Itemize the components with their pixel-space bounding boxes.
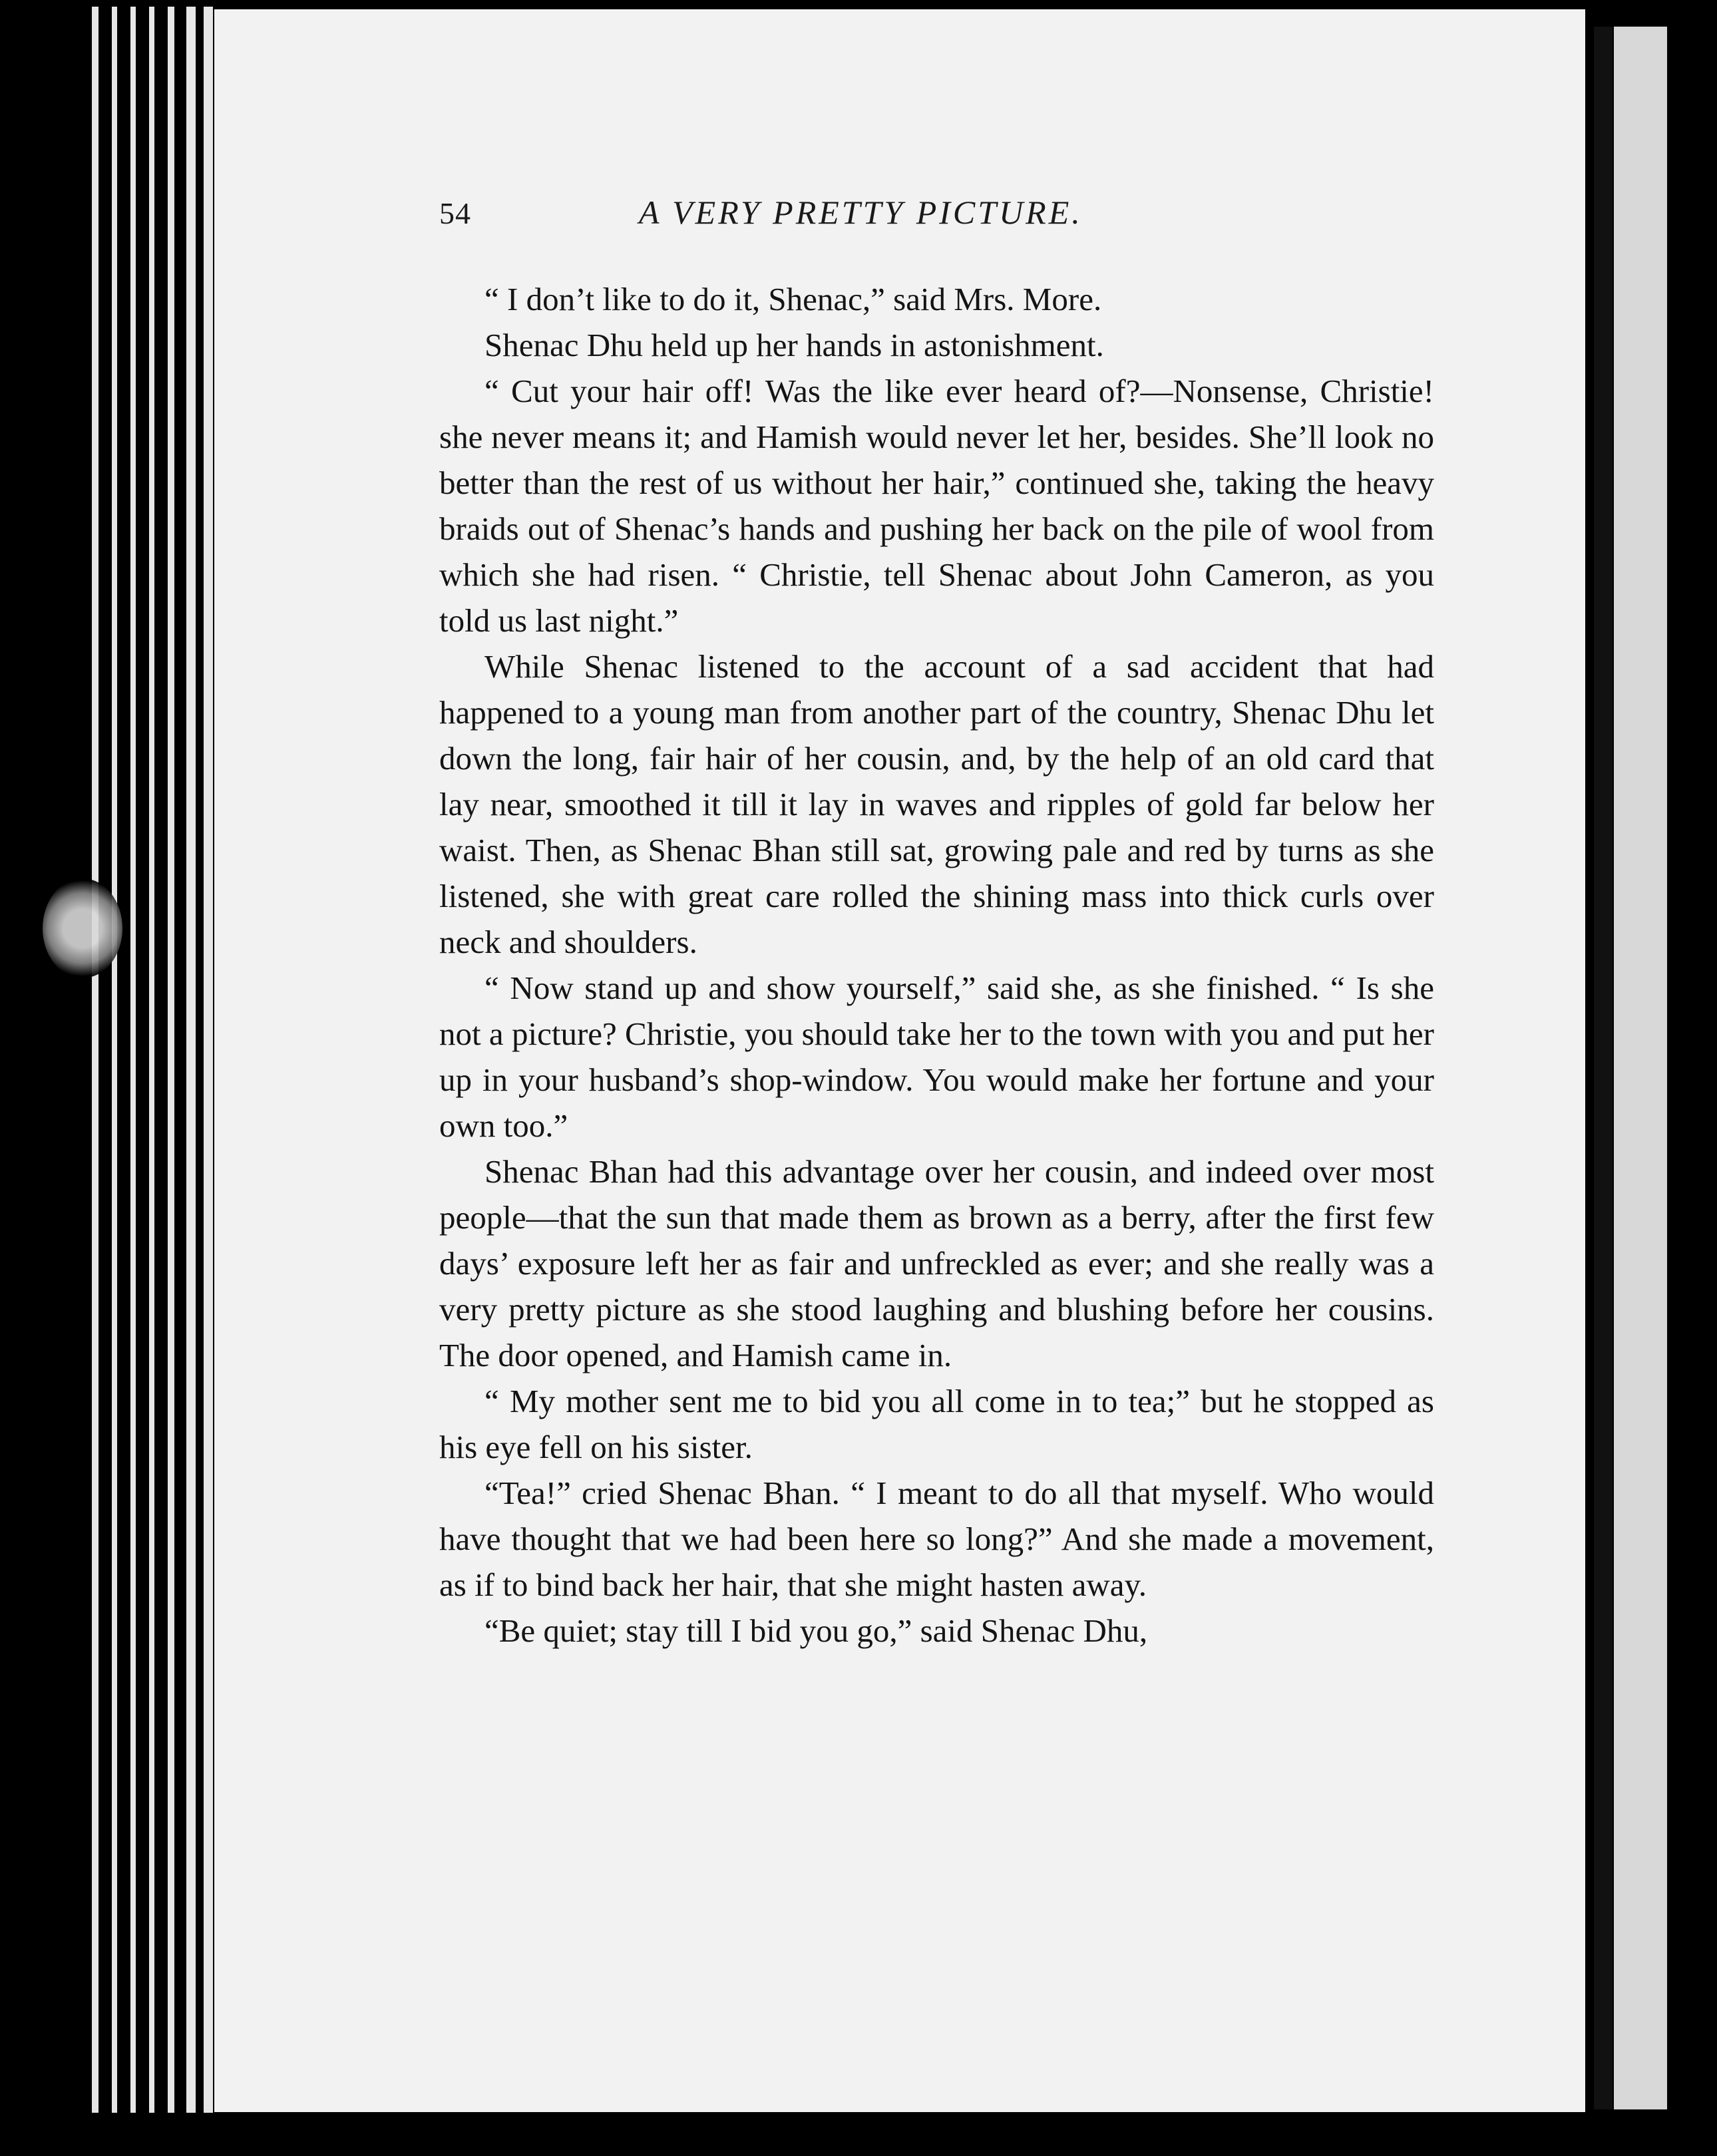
body-text (439, 276, 1434, 1654)
page-edge (149, 7, 154, 2113)
paragraph: Shenac Dhu held up her hands in astonishment. (484, 327, 1104, 363)
page-edge (130, 7, 136, 2113)
page-edge (92, 7, 98, 2113)
scan-border-bottom (0, 2113, 1717, 2156)
paragraph: Shenac Bhan had this advantage over her cousin, and indeed over most people—that the sun that made them as brown as a berry, after the first few days’ exposure left her as fair and unfreckled as ever; and she really was a very pretty picture as she stood laughing and blushing before her cousins. The door opened, and Hamish came in. (439, 1153, 1434, 1373)
page-edge (168, 7, 174, 2113)
paragraph: “Be quiet; stay till I bid you go,” said Shenac Dhu, (484, 1612, 1148, 1649)
page-number: 54 (439, 196, 471, 230)
page-edge (112, 7, 117, 2113)
running-head (439, 193, 1437, 246)
running-title: A VERY PRETTY PICTURE. (639, 194, 1083, 231)
paragraph: “ Now stand up and show yourself,” said she, as she finished. “ Is she not a picture? Christie, you should take her to the town with you and put her up in your husband’s shop-window. You would make her fortune and your own too.” (439, 970, 1434, 1144)
paragraph: “ I don’t like to do it, Shenac,” said Mrs. More. (484, 281, 1102, 317)
page-edge (204, 7, 213, 2113)
page-edge (186, 7, 196, 2113)
paragraph: “ Cut your hair off! Was the like ever heard of?—Nonsense, Christie! she never means it; and Hamish would never let her, besides. She’ll look no better than the rest of us without her hair,” continued she, taking the heavy braids out of Shenac’s hands and pushing her back on the pile of wool from which she had risen. “ Christie, tell Shenac about John Cameron, as you told us last night.” (439, 373, 1434, 639)
gutter-shadow (1594, 27, 1613, 2109)
page-edge-stack (80, 0, 213, 2113)
facing-page-edge (1614, 27, 1667, 2109)
paragraph: While Shenac listened to the account of a sad accident that had happened to a young man from another part of the country, Shenac Dhu let down the long, fair hair of her cousin, and, by the help of an old card that lay near, smoothed it till it lay in waves and ripples of gold far below her waist. Then, as Shenac Bhan still sat, growing pale and red by turns as she listened, she with great care rolled the shining mass into thick curls over neck and shoulders. (439, 648, 1434, 960)
paragraph: “ My mother sent me to bid you all come in to tea;” but he stopped as his eye fell on his sister. (439, 1383, 1434, 1465)
scan-border-right (1667, 0, 1717, 2156)
paragraph: “Tea!” cried Shenac Bhan. “ I meant to do all that myself. Who would have thought that we had been here so long?” And she made a movement, as if to bind back her hair, that she might hasten away. (439, 1475, 1434, 1603)
scan-blemish (43, 878, 122, 978)
